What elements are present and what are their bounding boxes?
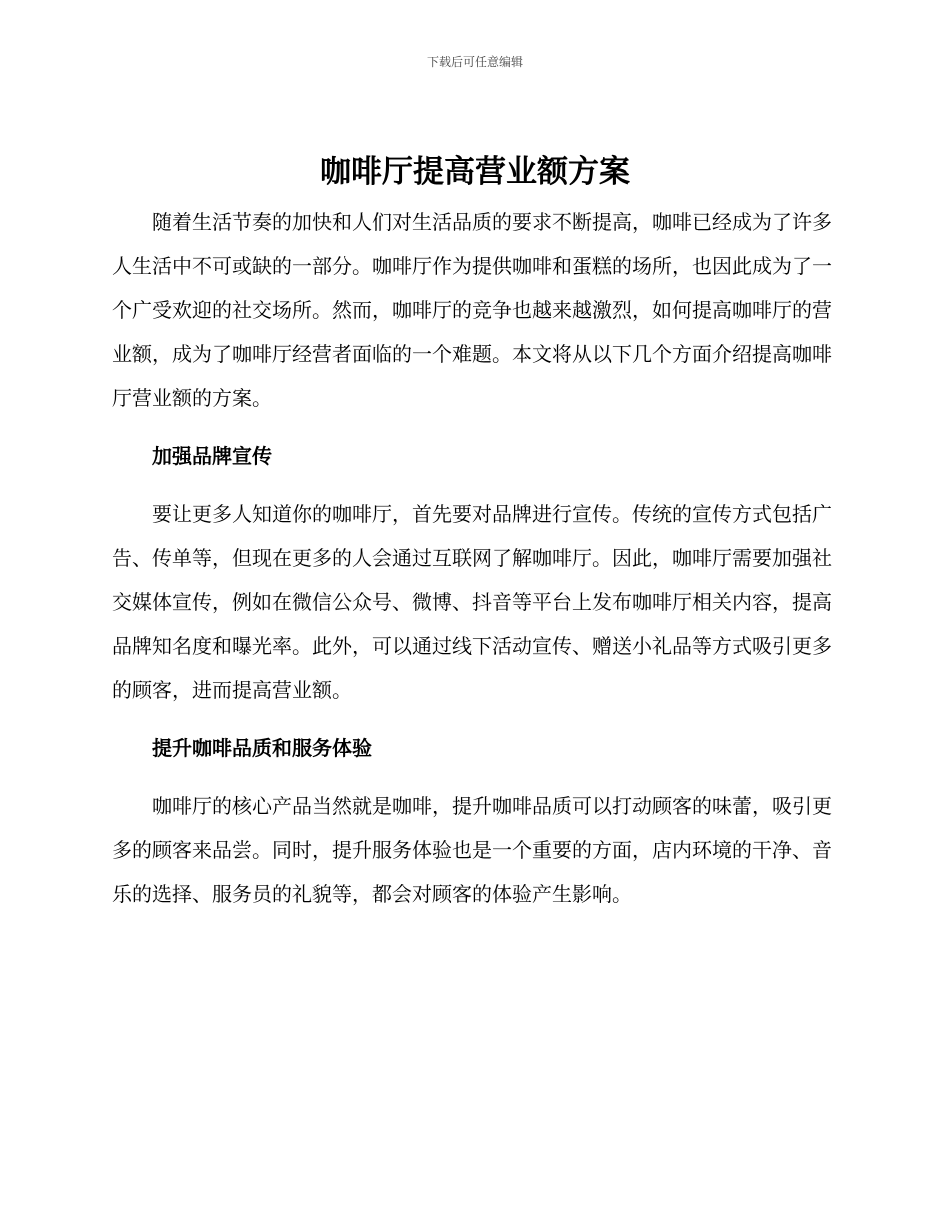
intro-paragraph: 随着生活节奏的加快和人们对生活品质的要求不断提高，咖啡已经成为了许多人生活中不可或缺的一部分。咖啡厅作为提供咖啡和蛋糕的场所，也因此成为了一个广受欢迎的社交场所。然而，咖啡厅的竞争也越来越激烈，如何提高咖啡厅的营业额，成为了咖啡厅经营者面临的一个难题。本文将从以下几个方面介绍提高咖啡厅营业额的方案。 xyxy=(112,210,832,410)
section-body-branding: 要让更多人知道你的咖啡厅，首先要对品牌进行宣传。传统的宣传方式包括广告、传单等，但现在更多的人会通过互联网了解咖啡厅。因此，咖啡厅需要加强社交媒体宣传，例如在微信公众号、微博、抖音等平台上发布咖啡厅相关内容，提高品牌知名度和曝光率。此外，可以通过线下活动宣传、赠送小礼品等方式吸引更多的顾客，进而提高营业额。 xyxy=(112,502,832,702)
document-title: 咖啡厅提高营业额方案 xyxy=(320,154,630,190)
page-header: 下载后可任意编辑 xyxy=(426,55,523,69)
section-heading-quality: 提升咖啡品质和服务体验 xyxy=(152,736,372,760)
section-heading-branding: 加强品牌宣传 xyxy=(152,444,272,468)
section-body-quality: 咖啡厅的核心产品当然就是咖啡，提升咖啡品质可以打动顾客的味蕾，吸引更多的顾客来品尝。同时，提升服务体验也是一个重要的方面，店内环境的干净、音乐的选择、服务员的礼貌等，都会对顾客的体验产生影响。 xyxy=(112,794,832,906)
document-body xyxy=(112,200,832,916)
